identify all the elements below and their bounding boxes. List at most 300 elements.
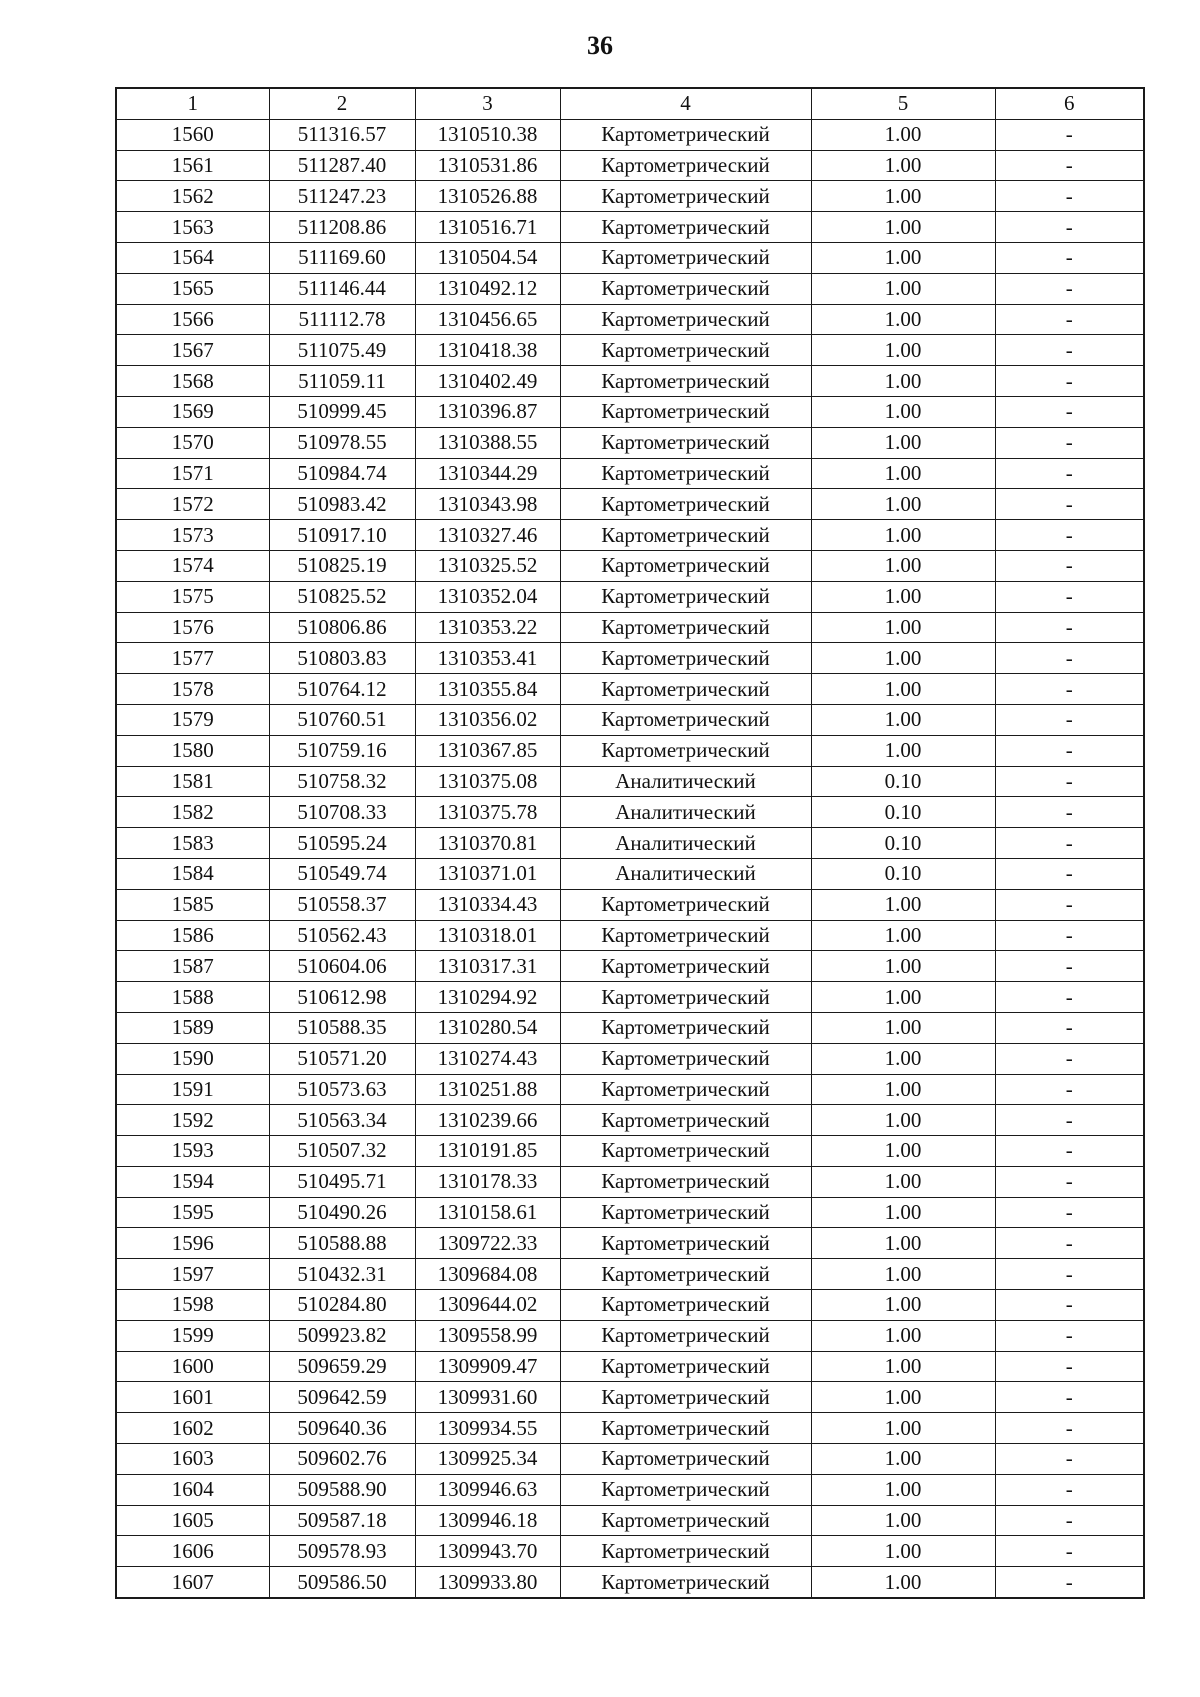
note-cell: - (995, 1444, 1144, 1475)
y-coordinate-cell: 1310251.88 (415, 1074, 560, 1105)
table-row (116, 1105, 1144, 1136)
method-cell: Картометрический (560, 212, 811, 243)
table-row (116, 1382, 1144, 1413)
table-row (116, 212, 1144, 243)
method-cell: Картометрический (560, 335, 811, 366)
accuracy-cell: 1.00 (811, 1536, 995, 1567)
note-cell: - (995, 735, 1144, 766)
accuracy-cell: 1.00 (811, 1197, 995, 1228)
point-number-cell: 1584 (116, 858, 269, 889)
table-row (116, 1413, 1144, 1444)
note-cell: - (995, 550, 1144, 581)
table-row (116, 1259, 1144, 1290)
note-cell: - (995, 1197, 1144, 1228)
note-cell: - (995, 520, 1144, 551)
x-coordinate-cell: 510549.74 (269, 858, 415, 889)
accuracy-cell: 1.00 (811, 273, 995, 304)
accuracy-cell: 1.00 (811, 674, 995, 705)
accuracy-cell: 1.00 (811, 889, 995, 920)
table-row (116, 304, 1144, 335)
table-row (116, 550, 1144, 581)
note-cell: - (995, 1043, 1144, 1074)
y-coordinate-cell: 1309933.80 (415, 1567, 560, 1598)
note-cell: - (995, 1413, 1144, 1444)
table-row (116, 119, 1144, 150)
x-coordinate-cell: 510507.32 (269, 1136, 415, 1167)
method-cell: Картометрический (560, 150, 811, 181)
note-cell: - (995, 581, 1144, 612)
x-coordinate-cell: 510917.10 (269, 520, 415, 551)
y-coordinate-cell: 1310325.52 (415, 550, 560, 581)
table-row (116, 1012, 1144, 1043)
method-cell: Аналитический (560, 797, 811, 828)
column-header-1: 1 (116, 88, 269, 119)
point-number-cell: 1607 (116, 1567, 269, 1598)
accuracy-cell: 1.00 (811, 427, 995, 458)
note-cell: - (995, 427, 1144, 458)
point-number-cell: 1571 (116, 458, 269, 489)
coordinates-table (115, 87, 1145, 1599)
y-coordinate-cell: 1310492.12 (415, 273, 560, 304)
accuracy-cell: 1.00 (811, 704, 995, 735)
method-cell: Картометрический (560, 1320, 811, 1351)
table-row (116, 181, 1144, 212)
note-cell: - (995, 1105, 1144, 1136)
accuracy-cell: 0.10 (811, 797, 995, 828)
y-coordinate-cell: 1310191.85 (415, 1136, 560, 1167)
y-coordinate-cell: 1310280.54 (415, 1012, 560, 1043)
x-coordinate-cell: 509586.50 (269, 1567, 415, 1598)
x-coordinate-cell: 510432.31 (269, 1259, 415, 1290)
x-coordinate-cell: 510595.24 (269, 828, 415, 859)
y-coordinate-cell: 1309943.70 (415, 1536, 560, 1567)
note-cell: - (995, 766, 1144, 797)
y-coordinate-cell: 1310456.65 (415, 304, 560, 335)
accuracy-cell: 1.00 (811, 1290, 995, 1321)
x-coordinate-cell: 510588.35 (269, 1012, 415, 1043)
y-coordinate-cell: 1310367.85 (415, 735, 560, 766)
table-row (116, 951, 1144, 982)
accuracy-cell: 1.00 (811, 1413, 995, 1444)
table-row (116, 1166, 1144, 1197)
x-coordinate-cell: 510764.12 (269, 674, 415, 705)
note-cell: - (995, 858, 1144, 889)
point-number-cell: 1570 (116, 427, 269, 458)
method-cell: Картометрический (560, 1351, 811, 1382)
table-row (116, 766, 1144, 797)
note-cell: - (995, 150, 1144, 181)
y-coordinate-cell: 1309684.08 (415, 1259, 560, 1290)
accuracy-cell: 1.00 (811, 304, 995, 335)
x-coordinate-cell: 509923.82 (269, 1320, 415, 1351)
x-coordinate-cell: 510983.42 (269, 489, 415, 520)
accuracy-cell: 1.00 (811, 119, 995, 150)
point-number-cell: 1596 (116, 1228, 269, 1259)
method-cell: Картометрический (560, 304, 811, 335)
note-cell: - (995, 458, 1144, 489)
y-coordinate-cell: 1309558.99 (415, 1320, 560, 1351)
accuracy-cell: 1.00 (811, 1228, 995, 1259)
y-coordinate-cell: 1310504.54 (415, 242, 560, 273)
point-number-cell: 1575 (116, 581, 269, 612)
accuracy-cell: 0.10 (811, 828, 995, 859)
y-coordinate-cell: 1310375.08 (415, 766, 560, 797)
point-number-cell: 1564 (116, 242, 269, 273)
x-coordinate-cell: 511112.78 (269, 304, 415, 335)
x-coordinate-cell: 510612.98 (269, 982, 415, 1013)
y-coordinate-cell: 1310402.49 (415, 366, 560, 397)
y-coordinate-cell: 1310418.38 (415, 335, 560, 366)
y-coordinate-cell: 1310158.61 (415, 1197, 560, 1228)
accuracy-cell: 0.10 (811, 766, 995, 797)
column-header-2: 2 (269, 88, 415, 119)
table-row (116, 335, 1144, 366)
point-number-cell: 1591 (116, 1074, 269, 1105)
point-number-cell: 1587 (116, 951, 269, 982)
method-cell: Картометрический (560, 1290, 811, 1321)
x-coordinate-cell: 510562.43 (269, 920, 415, 951)
method-cell: Картометрический (560, 550, 811, 581)
x-coordinate-cell: 510558.37 (269, 889, 415, 920)
x-coordinate-cell: 511169.60 (269, 242, 415, 273)
note-cell: - (995, 643, 1144, 674)
y-coordinate-cell: 1310510.38 (415, 119, 560, 150)
x-coordinate-cell: 509578.93 (269, 1536, 415, 1567)
note-cell: - (995, 674, 1144, 705)
method-cell: Картометрический (560, 1567, 811, 1598)
note-cell: - (995, 366, 1144, 397)
method-cell: Картометрический (560, 1228, 811, 1259)
note-cell: - (995, 951, 1144, 982)
note-cell: - (995, 889, 1144, 920)
point-number-cell: 1598 (116, 1290, 269, 1321)
y-coordinate-cell: 1310355.84 (415, 674, 560, 705)
x-coordinate-cell: 510708.33 (269, 797, 415, 828)
method-cell: Картометрический (560, 1536, 811, 1567)
method-cell: Картометрический (560, 1136, 811, 1167)
point-number-cell: 1585 (116, 889, 269, 920)
point-number-cell: 1606 (116, 1536, 269, 1567)
note-cell: - (995, 242, 1144, 273)
method-cell: Аналитический (560, 858, 811, 889)
note-cell: - (995, 920, 1144, 951)
table-row (116, 920, 1144, 951)
accuracy-cell: 1.00 (811, 1166, 995, 1197)
table-row (116, 797, 1144, 828)
x-coordinate-cell: 509642.59 (269, 1382, 415, 1413)
method-cell: Картометрический (560, 951, 811, 982)
method-cell: Картометрический (560, 1074, 811, 1105)
accuracy-cell: 1.00 (811, 1012, 995, 1043)
point-number-cell: 1594 (116, 1166, 269, 1197)
method-cell: Картометрический (560, 458, 811, 489)
method-cell: Картометрический (560, 1012, 811, 1043)
point-number-cell: 1574 (116, 550, 269, 581)
note-cell: - (995, 335, 1144, 366)
accuracy-cell: 1.00 (811, 1105, 995, 1136)
note-cell: - (995, 704, 1144, 735)
note-cell: - (995, 212, 1144, 243)
note-cell: - (995, 1136, 1144, 1167)
point-number-cell: 1603 (116, 1444, 269, 1475)
note-cell: - (995, 1166, 1144, 1197)
y-coordinate-cell: 1309946.18 (415, 1505, 560, 1536)
point-number-cell: 1578 (116, 674, 269, 705)
x-coordinate-cell: 510563.34 (269, 1105, 415, 1136)
note-cell: - (995, 1228, 1144, 1259)
y-coordinate-cell: 1310516.71 (415, 212, 560, 243)
table-row (116, 643, 1144, 674)
point-number-cell: 1601 (116, 1382, 269, 1413)
method-cell: Картометрический (560, 520, 811, 551)
table-row (116, 982, 1144, 1013)
point-number-cell: 1581 (116, 766, 269, 797)
accuracy-cell: 1.00 (811, 366, 995, 397)
y-coordinate-cell: 1310318.01 (415, 920, 560, 951)
table-row (116, 1536, 1144, 1567)
point-number-cell: 1561 (116, 150, 269, 181)
note-cell: - (995, 1382, 1144, 1413)
point-number-cell: 1582 (116, 797, 269, 828)
table-row (116, 427, 1144, 458)
method-cell: Картометрический (560, 920, 811, 951)
point-number-cell: 1565 (116, 273, 269, 304)
note-cell: - (995, 119, 1144, 150)
y-coordinate-cell: 1310274.43 (415, 1043, 560, 1074)
x-coordinate-cell: 511059.11 (269, 366, 415, 397)
accuracy-cell: 1.00 (811, 458, 995, 489)
accuracy-cell: 1.00 (811, 242, 995, 273)
note-cell: - (995, 1290, 1144, 1321)
table-row (116, 704, 1144, 735)
method-cell: Картометрический (560, 427, 811, 458)
point-number-cell: 1589 (116, 1012, 269, 1043)
point-number-cell: 1566 (116, 304, 269, 335)
table-row (116, 1197, 1144, 1228)
table-row (116, 828, 1144, 859)
y-coordinate-cell: 1310294.92 (415, 982, 560, 1013)
method-cell: Картометрический (560, 1166, 811, 1197)
y-coordinate-cell: 1310353.22 (415, 612, 560, 643)
y-coordinate-cell: 1309934.55 (415, 1413, 560, 1444)
table-row (116, 1567, 1144, 1598)
accuracy-cell: 1.00 (811, 612, 995, 643)
point-number-cell: 1563 (116, 212, 269, 243)
accuracy-cell: 1.00 (811, 951, 995, 982)
column-header-4: 4 (560, 88, 811, 119)
note-cell: - (995, 181, 1144, 212)
x-coordinate-cell: 510984.74 (269, 458, 415, 489)
y-coordinate-cell: 1310334.43 (415, 889, 560, 920)
x-coordinate-cell: 510978.55 (269, 427, 415, 458)
point-number-cell: 1604 (116, 1474, 269, 1505)
point-number-cell: 1590 (116, 1043, 269, 1074)
x-coordinate-cell: 509587.18 (269, 1505, 415, 1536)
table-row (116, 1136, 1144, 1167)
x-coordinate-cell: 511075.49 (269, 335, 415, 366)
note-cell: - (995, 828, 1144, 859)
x-coordinate-cell: 510495.71 (269, 1166, 415, 1197)
x-coordinate-cell: 510758.32 (269, 766, 415, 797)
x-coordinate-cell: 510573.63 (269, 1074, 415, 1105)
x-coordinate-cell: 509640.36 (269, 1413, 415, 1444)
note-cell: - (995, 489, 1144, 520)
accuracy-cell: 1.00 (811, 1043, 995, 1074)
method-cell: Картометрический (560, 366, 811, 397)
table-row (116, 581, 1144, 612)
method-cell: Аналитический (560, 766, 811, 797)
method-cell: Картометрический (560, 1474, 811, 1505)
x-coordinate-cell: 511208.86 (269, 212, 415, 243)
column-header-3: 3 (415, 88, 560, 119)
y-coordinate-cell: 1310531.86 (415, 150, 560, 181)
note-cell: - (995, 273, 1144, 304)
y-coordinate-cell: 1309644.02 (415, 1290, 560, 1321)
table-row (116, 1074, 1144, 1105)
method-cell: Картометрический (560, 704, 811, 735)
note-cell: - (995, 1505, 1144, 1536)
accuracy-cell: 0.10 (811, 858, 995, 889)
y-coordinate-cell: 1310370.81 (415, 828, 560, 859)
point-number-cell: 1569 (116, 396, 269, 427)
accuracy-cell: 1.00 (811, 1136, 995, 1167)
table-row (116, 735, 1144, 766)
method-cell: Картометрический (560, 181, 811, 212)
point-number-cell: 1577 (116, 643, 269, 674)
x-coordinate-cell: 511247.23 (269, 181, 415, 212)
x-coordinate-cell: 510999.45 (269, 396, 415, 427)
table-row (116, 1505, 1144, 1536)
point-number-cell: 1592 (116, 1105, 269, 1136)
x-coordinate-cell: 509659.29 (269, 1351, 415, 1382)
table-row (116, 1444, 1144, 1475)
x-coordinate-cell: 510825.52 (269, 581, 415, 612)
note-cell: - (995, 982, 1144, 1013)
table-row (116, 1351, 1144, 1382)
accuracy-cell: 1.00 (811, 489, 995, 520)
method-cell: Картометрический (560, 1444, 811, 1475)
table-row (116, 366, 1144, 397)
note-cell: - (995, 797, 1144, 828)
note-cell: - (995, 1320, 1144, 1351)
y-coordinate-cell: 1310388.55 (415, 427, 560, 458)
point-number-cell: 1560 (116, 119, 269, 150)
method-cell: Картометрический (560, 643, 811, 674)
y-coordinate-cell: 1310344.29 (415, 458, 560, 489)
table-row (116, 889, 1144, 920)
method-cell: Картометрический (560, 889, 811, 920)
table-body (116, 119, 1144, 1598)
table-row (116, 1474, 1144, 1505)
method-cell: Картометрический (560, 581, 811, 612)
y-coordinate-cell: 1310352.04 (415, 581, 560, 612)
point-number-cell: 1572 (116, 489, 269, 520)
method-cell: Картометрический (560, 1105, 811, 1136)
method-cell: Картометрический (560, 982, 811, 1013)
table-row (116, 674, 1144, 705)
method-cell: Картометрический (560, 489, 811, 520)
x-coordinate-cell: 511146.44 (269, 273, 415, 304)
y-coordinate-cell: 1309946.63 (415, 1474, 560, 1505)
accuracy-cell: 1.00 (811, 335, 995, 366)
y-coordinate-cell: 1310353.41 (415, 643, 560, 674)
accuracy-cell: 1.00 (811, 1505, 995, 1536)
method-cell: Аналитический (560, 828, 811, 859)
method-cell: Картометрический (560, 1505, 811, 1536)
x-coordinate-cell: 510806.86 (269, 612, 415, 643)
accuracy-cell: 1.00 (811, 520, 995, 551)
y-coordinate-cell: 1309925.34 (415, 1444, 560, 1475)
accuracy-cell: 1.00 (811, 550, 995, 581)
point-number-cell: 1567 (116, 335, 269, 366)
point-number-cell: 1600 (116, 1351, 269, 1382)
table-row (116, 1320, 1144, 1351)
point-number-cell: 1576 (116, 612, 269, 643)
point-number-cell: 1586 (116, 920, 269, 951)
note-cell: - (995, 1259, 1144, 1290)
table-row (116, 858, 1144, 889)
accuracy-cell: 1.00 (811, 1567, 995, 1598)
point-number-cell: 1588 (116, 982, 269, 1013)
point-number-cell: 1580 (116, 735, 269, 766)
y-coordinate-cell: 1310317.31 (415, 951, 560, 982)
table-row (116, 489, 1144, 520)
accuracy-cell: 1.00 (811, 1320, 995, 1351)
note-cell: - (995, 1351, 1144, 1382)
note-cell: - (995, 304, 1144, 335)
y-coordinate-cell: 1310396.87 (415, 396, 560, 427)
point-number-cell: 1605 (116, 1505, 269, 1536)
table-row (116, 1290, 1144, 1321)
x-coordinate-cell: 509602.76 (269, 1444, 415, 1475)
header-row (116, 88, 1144, 119)
accuracy-cell: 1.00 (811, 581, 995, 612)
x-coordinate-cell: 510571.20 (269, 1043, 415, 1074)
table-row (116, 150, 1144, 181)
y-coordinate-cell: 1309909.47 (415, 1351, 560, 1382)
point-number-cell: 1579 (116, 704, 269, 735)
table-row (116, 612, 1144, 643)
accuracy-cell: 1.00 (811, 181, 995, 212)
table-row (116, 520, 1144, 551)
method-cell: Картометрический (560, 1259, 811, 1290)
x-coordinate-cell: 510759.16 (269, 735, 415, 766)
x-coordinate-cell: 510284.80 (269, 1290, 415, 1321)
note-cell: - (995, 1012, 1144, 1043)
point-number-cell: 1568 (116, 366, 269, 397)
y-coordinate-cell: 1309931.60 (415, 1382, 560, 1413)
accuracy-cell: 1.00 (811, 1444, 995, 1475)
table-row (116, 242, 1144, 273)
y-coordinate-cell: 1310327.46 (415, 520, 560, 551)
y-coordinate-cell: 1310371.01 (415, 858, 560, 889)
accuracy-cell: 1.00 (811, 735, 995, 766)
method-cell: Картометрический (560, 119, 811, 150)
method-cell: Картометрический (560, 242, 811, 273)
y-coordinate-cell: 1310356.02 (415, 704, 560, 735)
note-cell: - (995, 396, 1144, 427)
method-cell: Картометрический (560, 1197, 811, 1228)
point-number-cell: 1597 (116, 1259, 269, 1290)
x-coordinate-cell: 510825.19 (269, 550, 415, 581)
method-cell: Картометрический (560, 1043, 811, 1074)
point-number-cell: 1595 (116, 1197, 269, 1228)
column-header-6: 6 (995, 88, 1144, 119)
accuracy-cell: 1.00 (811, 212, 995, 243)
accuracy-cell: 1.00 (811, 1474, 995, 1505)
point-number-cell: 1583 (116, 828, 269, 859)
note-cell: - (995, 1567, 1144, 1598)
